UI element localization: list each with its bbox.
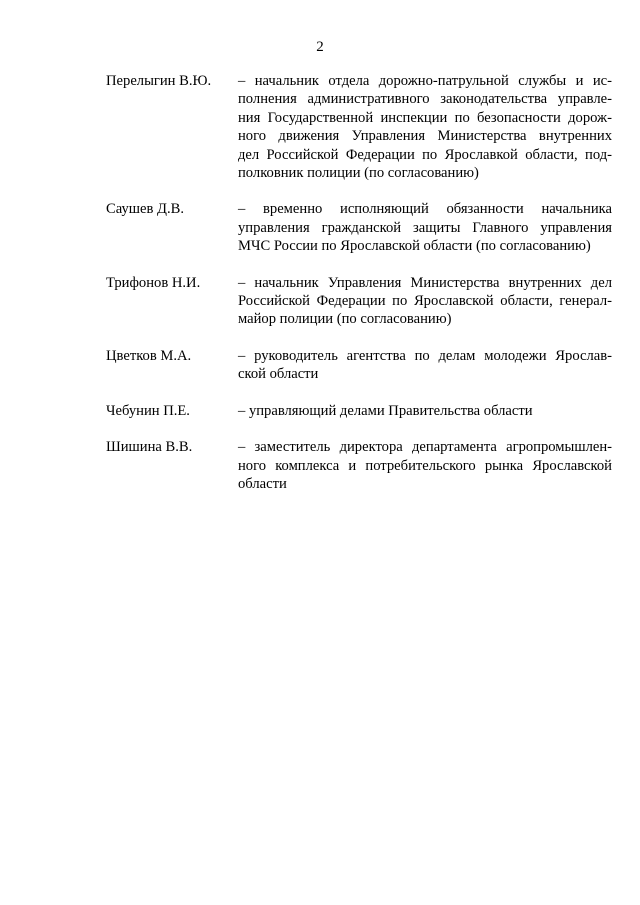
page-number: 2 [316,39,324,55]
position-line: управления гражданской защиты Главного управления [238,219,612,236]
position-line: – начальник Управления Министерства внутренних дел [238,274,612,291]
position-line: ного движения Управления Министерства внутренних [238,128,612,145]
position-line: МЧС России по Ярославской области (по согласованию) [238,238,591,255]
member-position [238,347,612,384]
member-position [238,200,612,255]
member-name: Цветков М.А. [106,347,192,364]
position-line: – временно исполняющий обязанности начальника [238,201,612,218]
member-name: Чебунин П.Е. [106,402,190,419]
position-line: – управляющий делами Правительства области [238,402,533,419]
list-item [106,200,612,255]
member-position [238,274,612,329]
position-line: ного комплекса и потребительского рынка Ярославской [238,457,612,474]
list-item [106,347,612,384]
position-line: дел Российской Федерации по Ярославкой области, под- [238,146,612,163]
position-line: полковник полиции (по согласованию) [238,165,479,182]
member-name: Саушев Д.В. [106,201,185,218]
member-position [238,438,612,493]
member-name: Шишина В.В. [106,439,193,456]
list-item [106,438,612,493]
member-position [238,402,612,420]
position-line: области [238,475,287,492]
position-line: – заместитель директора департамента агропромышлен- [238,439,612,456]
member-position [238,72,612,182]
position-line: ния Государственной инспекции по безопасности дорож- [238,109,612,126]
position-line: полнения административного законодательства управле- [238,91,612,108]
position-line: – начальник отдела дорожно-патрульной службы и ис- [238,73,612,89]
list-item [106,402,612,420]
member-name: Трифонов Н.И. [106,274,201,291]
member-list [106,72,612,511]
position-line: – руководитель агентства по делам молодежи Ярослав- [238,347,612,364]
position-line: майор полиции (по согласованию) [238,311,452,328]
position-line: Российской Федерации по Ярославской области, генерал- [238,293,612,310]
member-name: Перелыгин В.Ю. [106,73,212,89]
list-item [106,274,612,329]
list-item [106,72,612,182]
position-line: ской области [238,366,319,383]
